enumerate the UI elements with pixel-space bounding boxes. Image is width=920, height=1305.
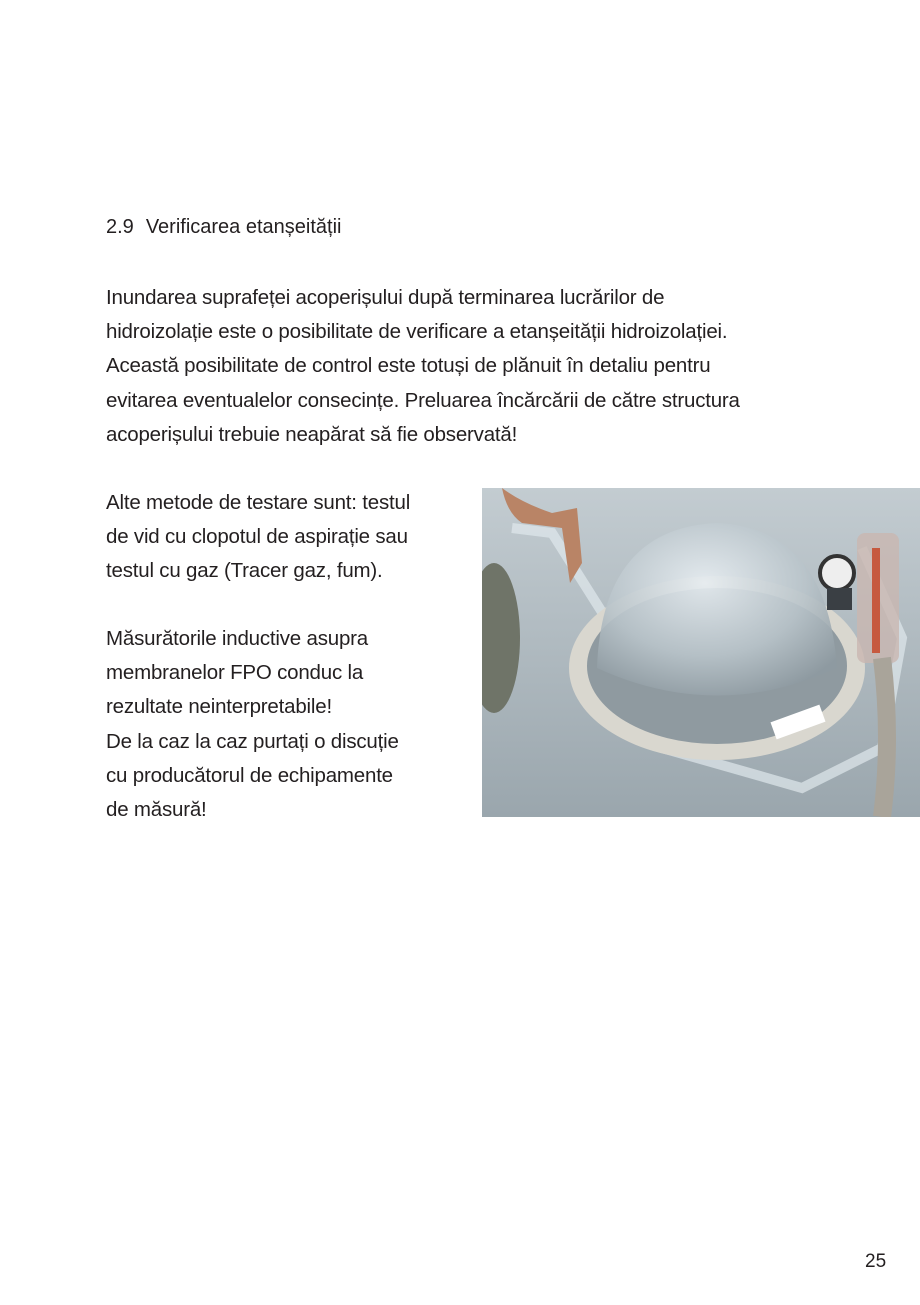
text-line: cu producătorul de echipamente — [106, 763, 393, 787]
page-number: 25 — [865, 1251, 887, 1272]
section-heading — [106, 216, 341, 239]
section-number: 2.9 — [106, 216, 134, 238]
text-line: Această posibilitate de control este totuși de plănuit în detaliu pentru — [106, 354, 711, 378]
text-line: hidroizolație este o posibilitate de verificare a etanșeității hidroizolației. — [106, 320, 728, 344]
vacuum-bell-photo — [482, 488, 920, 817]
text-line: Alte metode de testare sunt: testul — [106, 491, 411, 514]
text-line: de măsură! — [106, 798, 207, 822]
text-line: acoperișului trebuie neapărat să fie observată! — [106, 422, 518, 446]
section-title: Verificarea etanșeității — [145, 216, 342, 238]
text-line: Inundarea suprafeței acoperișului după terminarea lucrărilor de — [106, 286, 665, 309]
text-line: testul cu gaz (Tracer gaz, fum). — [106, 559, 383, 583]
test-methods-paragraph — [106, 486, 410, 589]
text-line: Măsurătorile inductive asupra — [106, 627, 368, 650]
text-line: de vid cu clopotul de aspirație sau — [106, 525, 408, 549]
text-line: membranelor FPO conduc la — [106, 661, 364, 685]
intro-paragraph — [106, 281, 740, 452]
text-line: rezultate neinterpretabile! — [106, 695, 332, 719]
inductive-measurements-paragraph — [106, 622, 399, 827]
text-line: evitarea eventualelor consecințe. Preluarea încărcării de către structura — [106, 388, 740, 412]
text-line: De la caz la caz purtați o discuție — [106, 729, 399, 753]
